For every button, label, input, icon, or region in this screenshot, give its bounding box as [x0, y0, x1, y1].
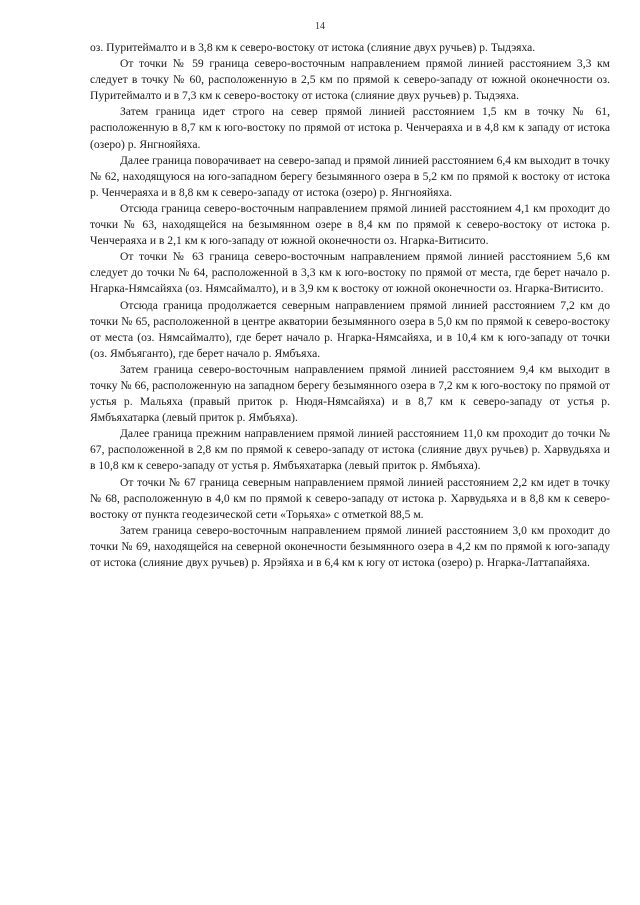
- paragraph-point-68: Затем граница северо-восточным направлением прямой линией расстоянием 3,0 км проходит до точки № 69, находящейся на северной оконечности безымянного озера в 4,2 км по прямой к юго-западу от истока (слияние двух ручьев) р. Ярэйяха и в 6,4 км к югу от истока (озеро) р. Нгарка-Латтапайяха.: [90, 523, 610, 569]
- paragraph-point-67: От точки № 67 граница северным направлением прямой линией расстоянием 2,2 км идет в точку № 68, расположенную в 4,0 км по прямой к северо-западу от истока р. Харвудьяха и в 8,8 км к северо-востоку от пункта геодезической сети «Торьяха» с отметкой 88,5 м.: [90, 475, 610, 521]
- paragraph-point-62: Отсюда граница северо-восточным направлением прямой линией расстоянием 4,1 км проходит до точки № 63, находящейся на безымянном озере в 8,4 км по прямой к северо-востоку от истока р. Ченчераяха и в 2,1 км к юго-западу от южной оконечности оз. Нгарка-Витисито.: [90, 201, 610, 248]
- paragraph-point-65: Затем граница северо-восточным направлением прямой линией расстоянием 9,4 км выходит в точку № 66, расположенную на западном берегу безымянного озера в 7,2 км к юго-востоку по прямой от устья р. Мальяха (правый приток р. Нюдя-Нямсайяха) и в 8,7 км к северо-западу от устья р. Ямбъяхатарка (левый приток р. Ямбъяха).: [90, 362, 610, 425]
- paragraph-continuation: оз. Пуритеймалто и в 3,8 км к северо-востоку от истока (слияние двух ручьев) р. Тыдэяха.: [90, 41, 536, 54]
- page-number: 14: [315, 21, 325, 32]
- paragraph-point-61: Далее граница поворачивает на северо-запад и прямой линией расстоянием 6,4 км выходит в точку № 62, находящуюся на юго-западном берегу безымянного озера в 5,2 км по прямой к востоку от истока р. Ченчераяха и в 8,8 км к северо-западу от истока (озеро) р. Янгнояйяха.: [90, 153, 610, 199]
- paragraph-point-64: Отсюда граница продолжается северным направлением прямой линией расстоянием 7,2 км до точки № 65, расположенной в центре акватории безымянного озера в 5,0 км по прямой к северо-востоку от места (оз. Нямсаймалто), где берет начало р. Нгарка-Нямсайяха, и в 10,4 км к юго-западу от точки (оз. Ямбъяганто), где берет начало р. Ямбъяха.: [90, 298, 610, 360]
- document-body: [90, 40, 610, 571]
- paragraph-point-60: Затем граница идет строго на север прямой линией расстоянием 1,5 км в точку № 61, расположенную в 8,7 км к юго-востоку по прямой от истока р. Ченчераяха и в 4,8 км к западу от истока (озеро) р. Янгнояйяха.: [90, 105, 610, 151]
- paragraph-point-66: Далее граница прежним направлением прямой линией расстоянием 11,0 км проходит до точки № 67, расположенной в 2,8 км по прямой к северо-западу от истока (слияние двух ручьев) р. Харвудьяха и в 10,8 км к северо-западу от устья р. Ямбъяхатарка (левый приток р. Ямбъяха).: [90, 427, 610, 473]
- paragraph-point-63: От точки № 63 граница северо-восточным направлением прямой линией расстоянием 5,6 км следует до точки № 64, расположенной в 3,3 км к юго-востоку по прямой от места, где берет начало р. Нгарка-Нямсайяха (оз. Нямсаймалто), и в 3,9 км к востоку от южной оконечности оз. Нгарка-Витисито.: [90, 250, 610, 296]
- paragraph-point-59: От точки № 59 граница северо-восточным направлением прямой линией расстоянием 3,3 км следует в точку № 60, расположенную в 2,5 км по прямой к северо-западу от южной оконечности оз. Пуритеймалто и в 7,3 км к северо-востоку от истока (слияние двух ручьев) р. Тыдэяха.: [90, 57, 610, 103]
